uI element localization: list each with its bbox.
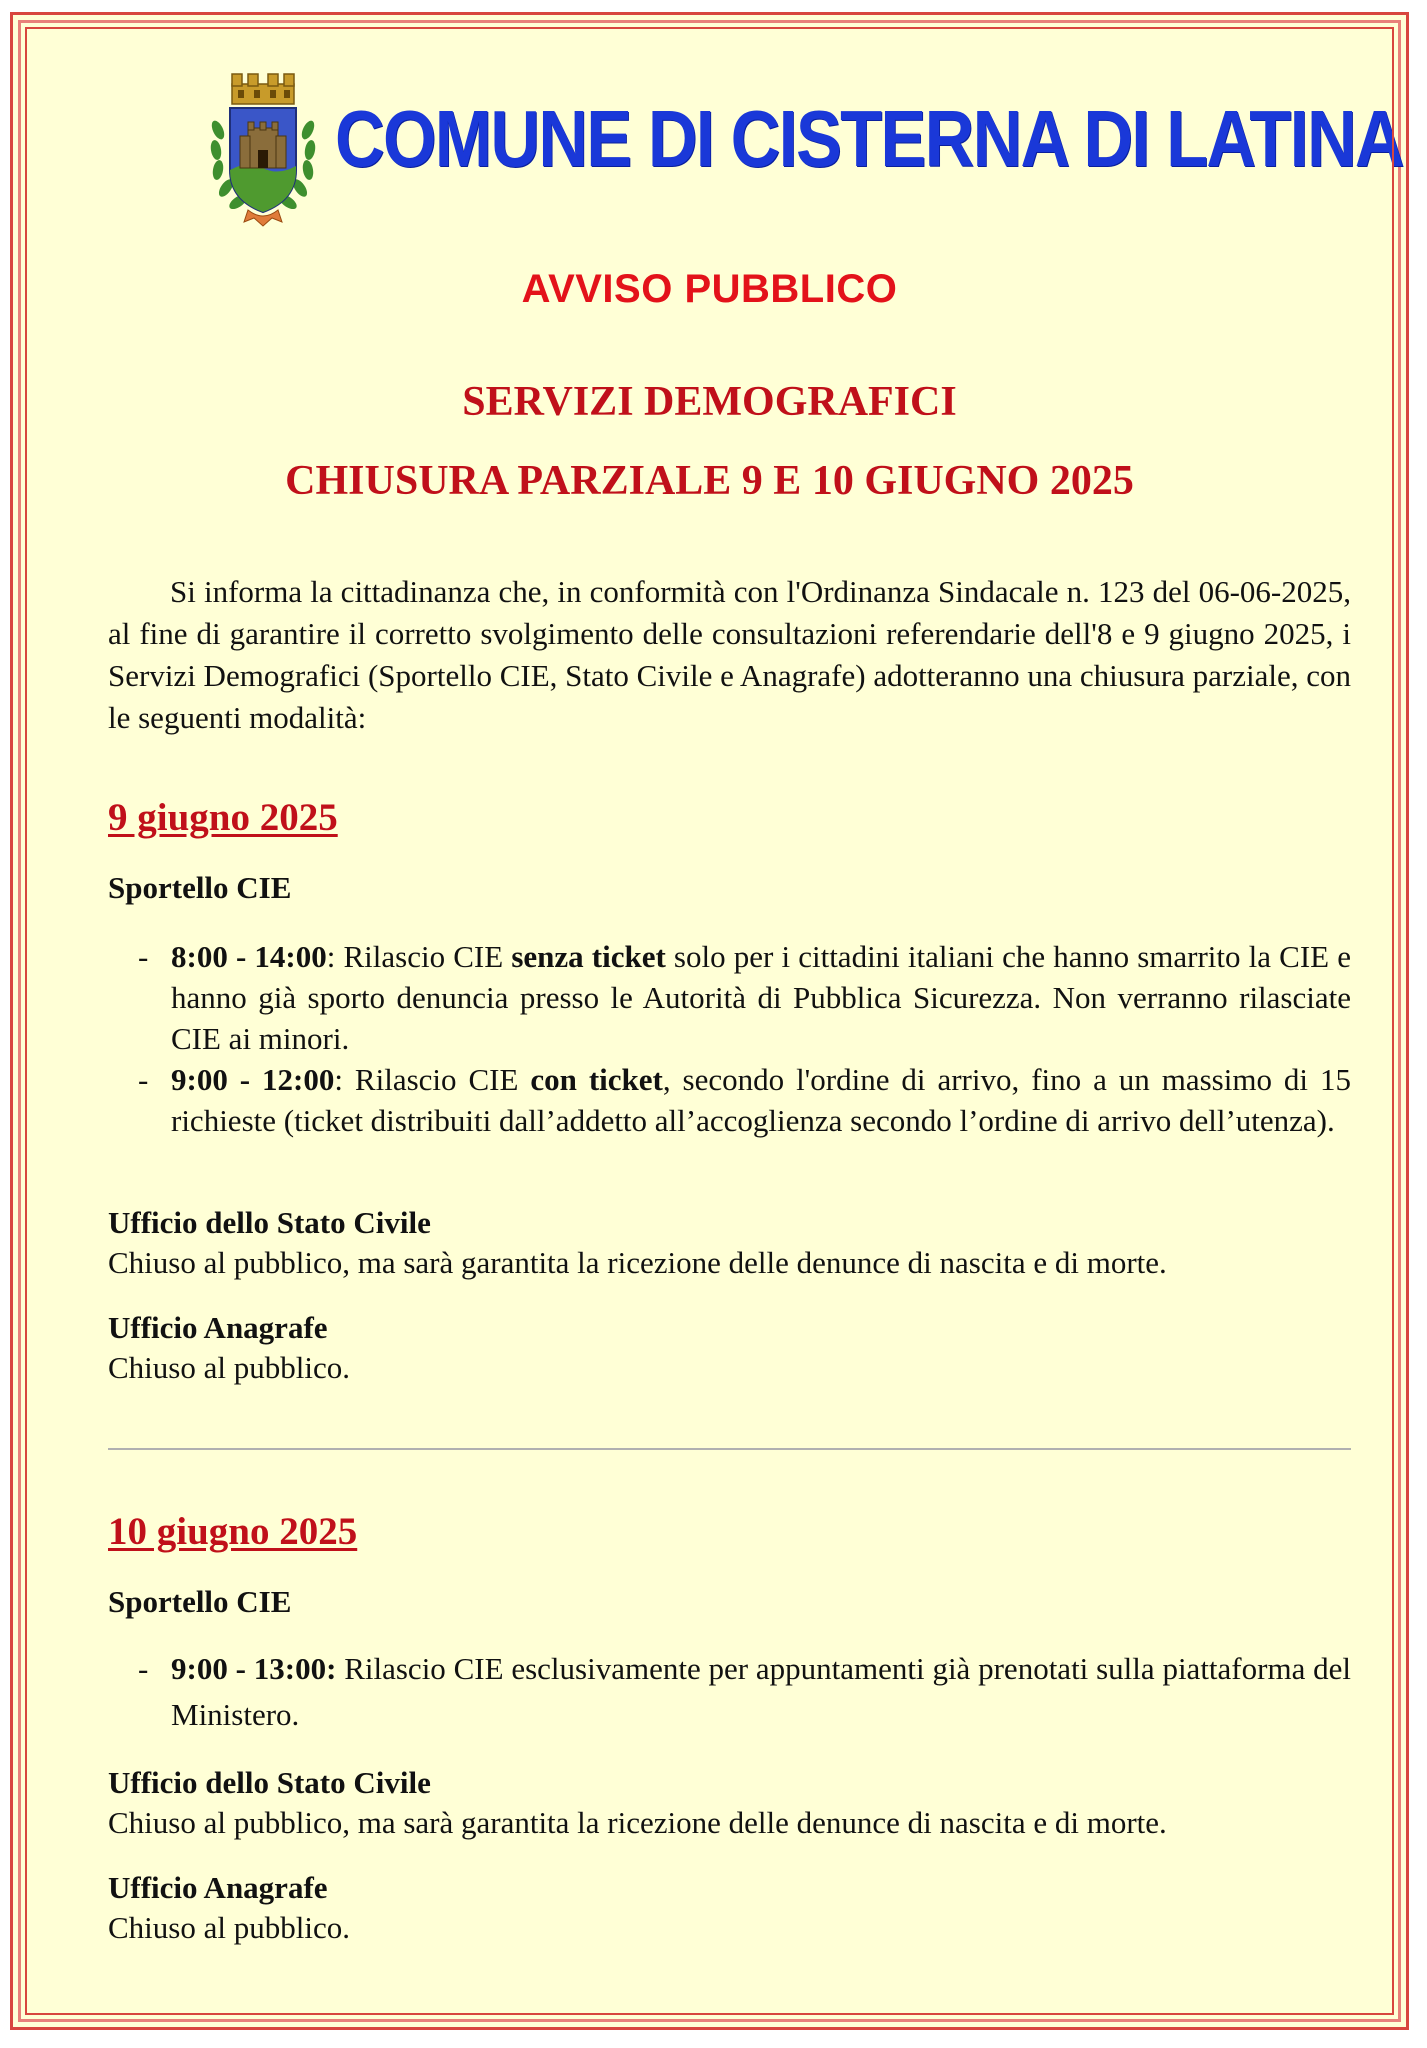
day1-anagrafe-text: Chiuso al pubblico. (108, 1350, 350, 1385)
day2-anagrafe-text: Chiuso al pubblico. (108, 1910, 350, 1945)
day2-stato-civile-text: Chiuso al pubblico, ma sarà garantita la ricezione delle denunce di nascita e di morte. (108, 1805, 1167, 1840)
day1-sportello-list (108, 936, 1351, 1141)
item-text: solo per i cittadini italiani che hanno smarrito la CIE e hanno già sporto denuncia presso le Autorità di Pubblica Sicurezza. Non verranno rilasciate CIE ai minori. (171, 939, 1351, 1056)
comune-title: COMUNE DI CISTERNA DI LATINA (335, 94, 1403, 183)
list-dash: - (138, 1651, 149, 1686)
day1-anagrafe-heading: Ufficio Anagrafe (108, 1310, 328, 1345)
avviso-pubblico-heading: AVVISO PUBBLICO (521, 267, 898, 311)
day2-stato-civile-heading: Ufficio dello Stato Civile (108, 1765, 431, 1800)
day1-sportello-cie-heading: Sportello CIE (108, 870, 292, 905)
list-item (108, 936, 1351, 1059)
section-divider (108, 1448, 1351, 1450)
list-item (108, 1059, 1351, 1141)
coat-of-arms-logo (208, 70, 318, 230)
chiusura-parziale-title: CHIUSURA PARZIALE 9 E 10 GIUGNO 2025 (285, 458, 1134, 504)
time-range: 8:00 - 14:00 (171, 939, 327, 974)
intro-paragraph: Si informa la cittadinanza che, in conformità con l'Ordinanza Sindacale n. 123 del 06-06-2025, al fine di garantire il corretto svolgimento delle consultazioni referendarie dell'8 e 9 giugno 2025, i Servizi Demografici (Sportello CIE, Stato Civile e Anagrafe) adotteranno una chiusura parziale, con le seguenti modalità: (108, 574, 1352, 735)
item-text: : Rilascio CIE (334, 1062, 531, 1097)
day2-date-heading: 10 giugno 2025 (108, 1510, 358, 1553)
ticket-mode: con ticket (530, 1062, 663, 1097)
day1-date-heading: 9 giugno 2025 (108, 796, 338, 839)
day2-sportello-cie-heading: Sportello CIE (108, 1584, 292, 1619)
list-item (108, 1646, 1351, 1738)
servizi-demografici-title: SERVIZI DEMOGRAFICI (462, 379, 957, 425)
time-range: 9:00 - 13:00: (171, 1651, 337, 1686)
item-text: : Rilascio CIE (326, 939, 512, 974)
item-text: , secondo l'ordine di arrivo, fino a un massimo di 15 richieste (ticket distribuiti dall’addetto all’accoglienza secondo l’ordine di arrivo dell’utenza). (171, 1062, 1351, 1138)
list-dash: - (138, 1062, 149, 1097)
day1-stato-civile-heading: Ufficio dello Stato Civile (108, 1205, 431, 1240)
day2-sportello-list (108, 1646, 1351, 1738)
time-range: 9:00 - 12:00 (171, 1062, 335, 1097)
item-text: Rilascio CIE esclusivamente per appuntamenti già prenotati sulla piattaforma del Ministero. (171, 1651, 1351, 1732)
day1-stato-civile-text: Chiuso al pubblico, ma sarà garantita la ricezione delle denunce di nascita e di morte. (108, 1245, 1167, 1280)
ticket-mode: senza ticket (511, 939, 666, 974)
notice-page (10, 12, 1409, 2030)
day2-anagrafe-heading: Ufficio Anagrafe (108, 1870, 328, 1905)
list-dash: - (138, 939, 149, 974)
